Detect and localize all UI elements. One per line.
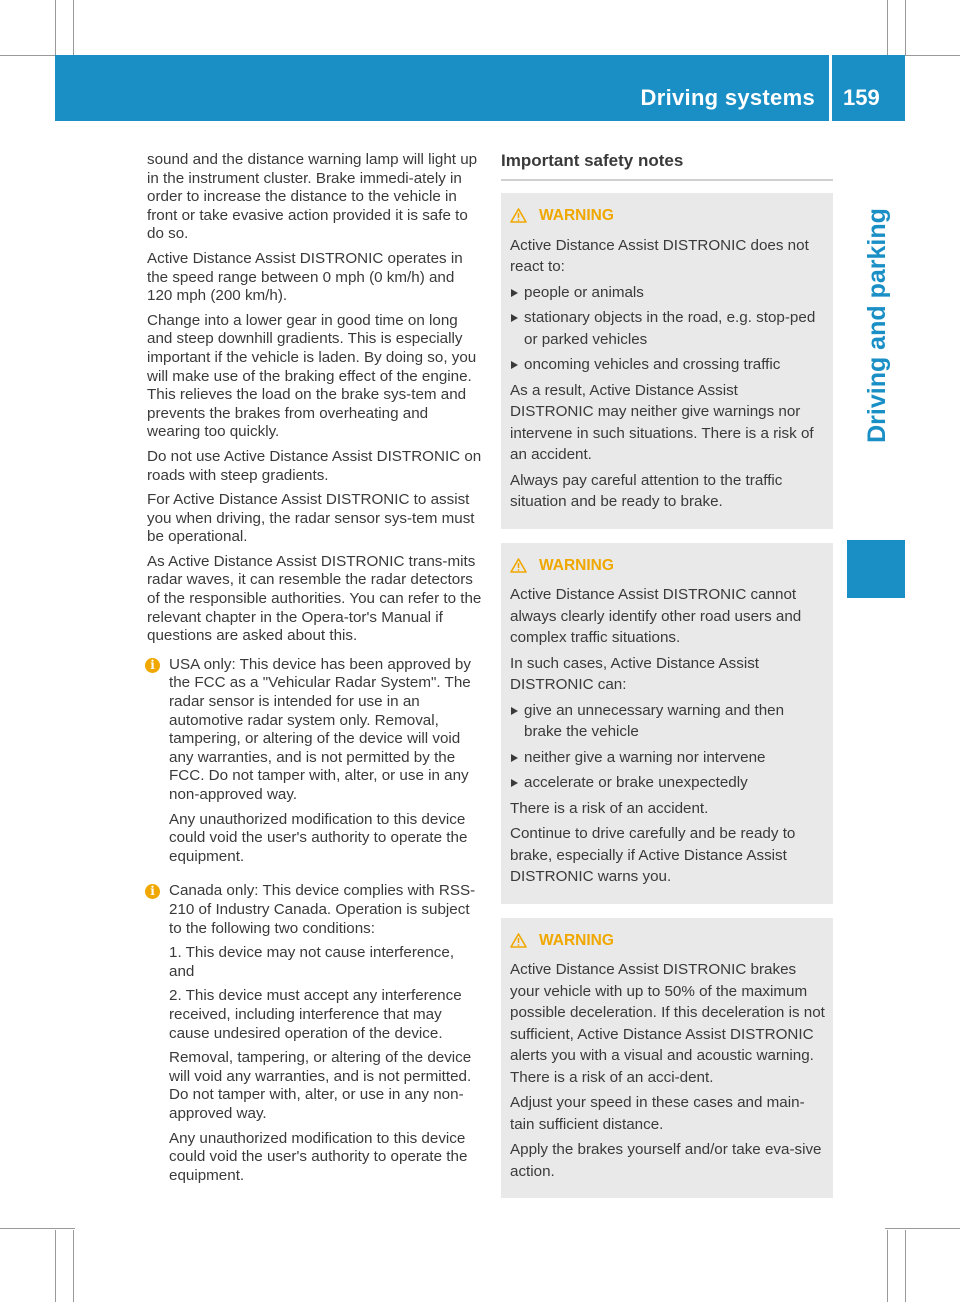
warning-triangle-icon [510, 208, 527, 223]
paragraph: Do not use Active Distance Assist DISTRONIC on roads with steep gradients. [147, 447, 482, 484]
paragraph: Active Distance Assist DISTRONIC brakes your vehicle with up to 50% of the maximum possible deceleration. If this deceleration is not sufficient, Active Distance Assist DISTRONIC alerts you with a visual and acoustic warning. There is a risk of an acci-dent. [510, 961, 825, 1086]
chapter-marker [847, 540, 905, 598]
paragraph: Apply the brakes yourself and/or take eva-sive action. [510, 1141, 822, 1180]
crop-mark [73, 0, 74, 55]
paragraph: Removal, tampering, or altering of the device will void any warranties, and is not permitted. Do not tamper with, alter, or use in any non-approved way. [169, 1049, 472, 1122]
list-item: stationary objects in the road, e.g. stop-ped or parked vehicles [510, 307, 825, 350]
crop-mark [887, 1230, 888, 1302]
chapter-tab [847, 140, 907, 510]
info-icon: i [145, 884, 160, 899]
bullet-list [510, 282, 825, 376]
info-note-usa [147, 656, 483, 873]
section-title: Important safety notes [501, 151, 684, 170]
chapter-tab-label: Driving and parking [862, 207, 891, 443]
paragraph: There is a risk of an accident. [510, 799, 709, 817]
crop-mark [905, 0, 906, 55]
warning-box [501, 193, 833, 529]
list-item: neither give a warning nor intervene [510, 747, 825, 769]
page-title: Driving systems [640, 85, 815, 110]
paragraph: Adjust your speed in these cases and main-tain sufficient distance. [510, 1094, 805, 1133]
list-item: give an unnecessary warning and then brake the vehicle [510, 700, 825, 743]
list-item: people or animals [510, 282, 825, 304]
crop-mark [885, 1228, 960, 1229]
crop-mark [0, 1228, 75, 1229]
warning-triangle-icon [510, 933, 527, 948]
paragraph: As a result, Active Distance Assist DISTRONIC may neither give warnings nor intervene in such situations. There is a risk of an accident. [510, 381, 814, 463]
crop-mark [55, 1230, 56, 1302]
paragraph: Canada only: This device complies with RSS-210 of Industry Canada. Operation is subject to the following two conditions: [169, 882, 476, 937]
warning-label: WARNING [539, 207, 614, 224]
section-rule [501, 179, 833, 181]
info-note-canada [147, 882, 483, 1191]
paragraph: As Active Distance Assist DISTRONIC trans-mits radar waves, it can resemble the radar detectors of the responsible authorities. You can refer to the relevant chapter in the Opera-tor's Manual if questions are asked about this. [147, 552, 482, 645]
paragraph: Active Distance Assist DISTRONIC does not react to: [510, 236, 809, 275]
paragraph: For Active Distance Assist DISTRONIC to assist you when driving, the radar sensor sys-tem must be operational. [147, 491, 475, 546]
right-column [501, 151, 833, 1198]
paragraph: Always pay careful attention to the traffic situation and be ready to brake. [510, 471, 783, 510]
paragraph: USA only: This device has been approved by the FCC as a "Vehicular Radar System". The radar sensor is intended for use in an automotive radar system only. Removal, tampering, or altering of the device will void any warranties, and is not permitted by the FCC. Do not tamper with, alter, or use in any non-approved way. [169, 655, 471, 803]
crop-mark [73, 1230, 74, 1302]
paragraph: 1. This device may not cause interference, and [169, 944, 455, 980]
paragraph: Any unauthorized modification to this device could void the user's authority to operate the equipment. [169, 1129, 468, 1184]
list-item: accelerate or brake unexpectedly [510, 772, 825, 794]
left-column [147, 151, 483, 1191]
paragraph: Change into a lower gear in good time on long and steep downhill gradients. This is especially important if the vehicle is laden. By doing so, you will make use of the braking effect of the engine. This relieves the load on the brake sys-tem and prevents the brakes from overheating and wearing too quickly. [147, 311, 477, 441]
bullet-list [510, 700, 825, 794]
warning-label: WARNING [539, 931, 614, 949]
paragraph: Continue to drive carefully and be ready to brake, especially if Active Distance Assist DISTRONIC warns you. [510, 825, 796, 885]
page-number: 159 [843, 85, 880, 110]
paragraph: 2. This device must accept any interference received, including interference that may cause undesired operation of the device. [169, 987, 462, 1042]
warning-label: WARNING [539, 556, 614, 574]
paragraph: sound and the distance warning lamp will light up in the instrument cluster. Brake immedi-ately in order to increase the distance to the vehicle in front or take evasive action provided it is safe to do so. [147, 151, 478, 243]
warning-triangle-icon [510, 558, 527, 573]
paragraph: In such cases, Active Distance Assist DISTRONIC can: [510, 654, 760, 693]
crop-mark [55, 0, 56, 55]
paragraph: Active Distance Assist DISTRONIC operates in the speed range between 0 mph (0 km/h) and 120 mph (200 km/h). [147, 249, 463, 305]
warning-box [501, 543, 833, 904]
paragraph: Active Distance Assist DISTRONIC cannot always clearly identify other road users and complex traffic situations. [510, 586, 802, 646]
crop-mark [887, 0, 888, 55]
warning-box [501, 918, 833, 1199]
header-divider [829, 55, 832, 121]
crop-mark [905, 1230, 906, 1302]
info-icon: i [145, 658, 160, 673]
paragraph: Any unauthorized modification to this device could void the user's authority to operate the equipment. [169, 810, 468, 865]
list-item: oncoming vehicles and crossing traffic [510, 354, 825, 376]
